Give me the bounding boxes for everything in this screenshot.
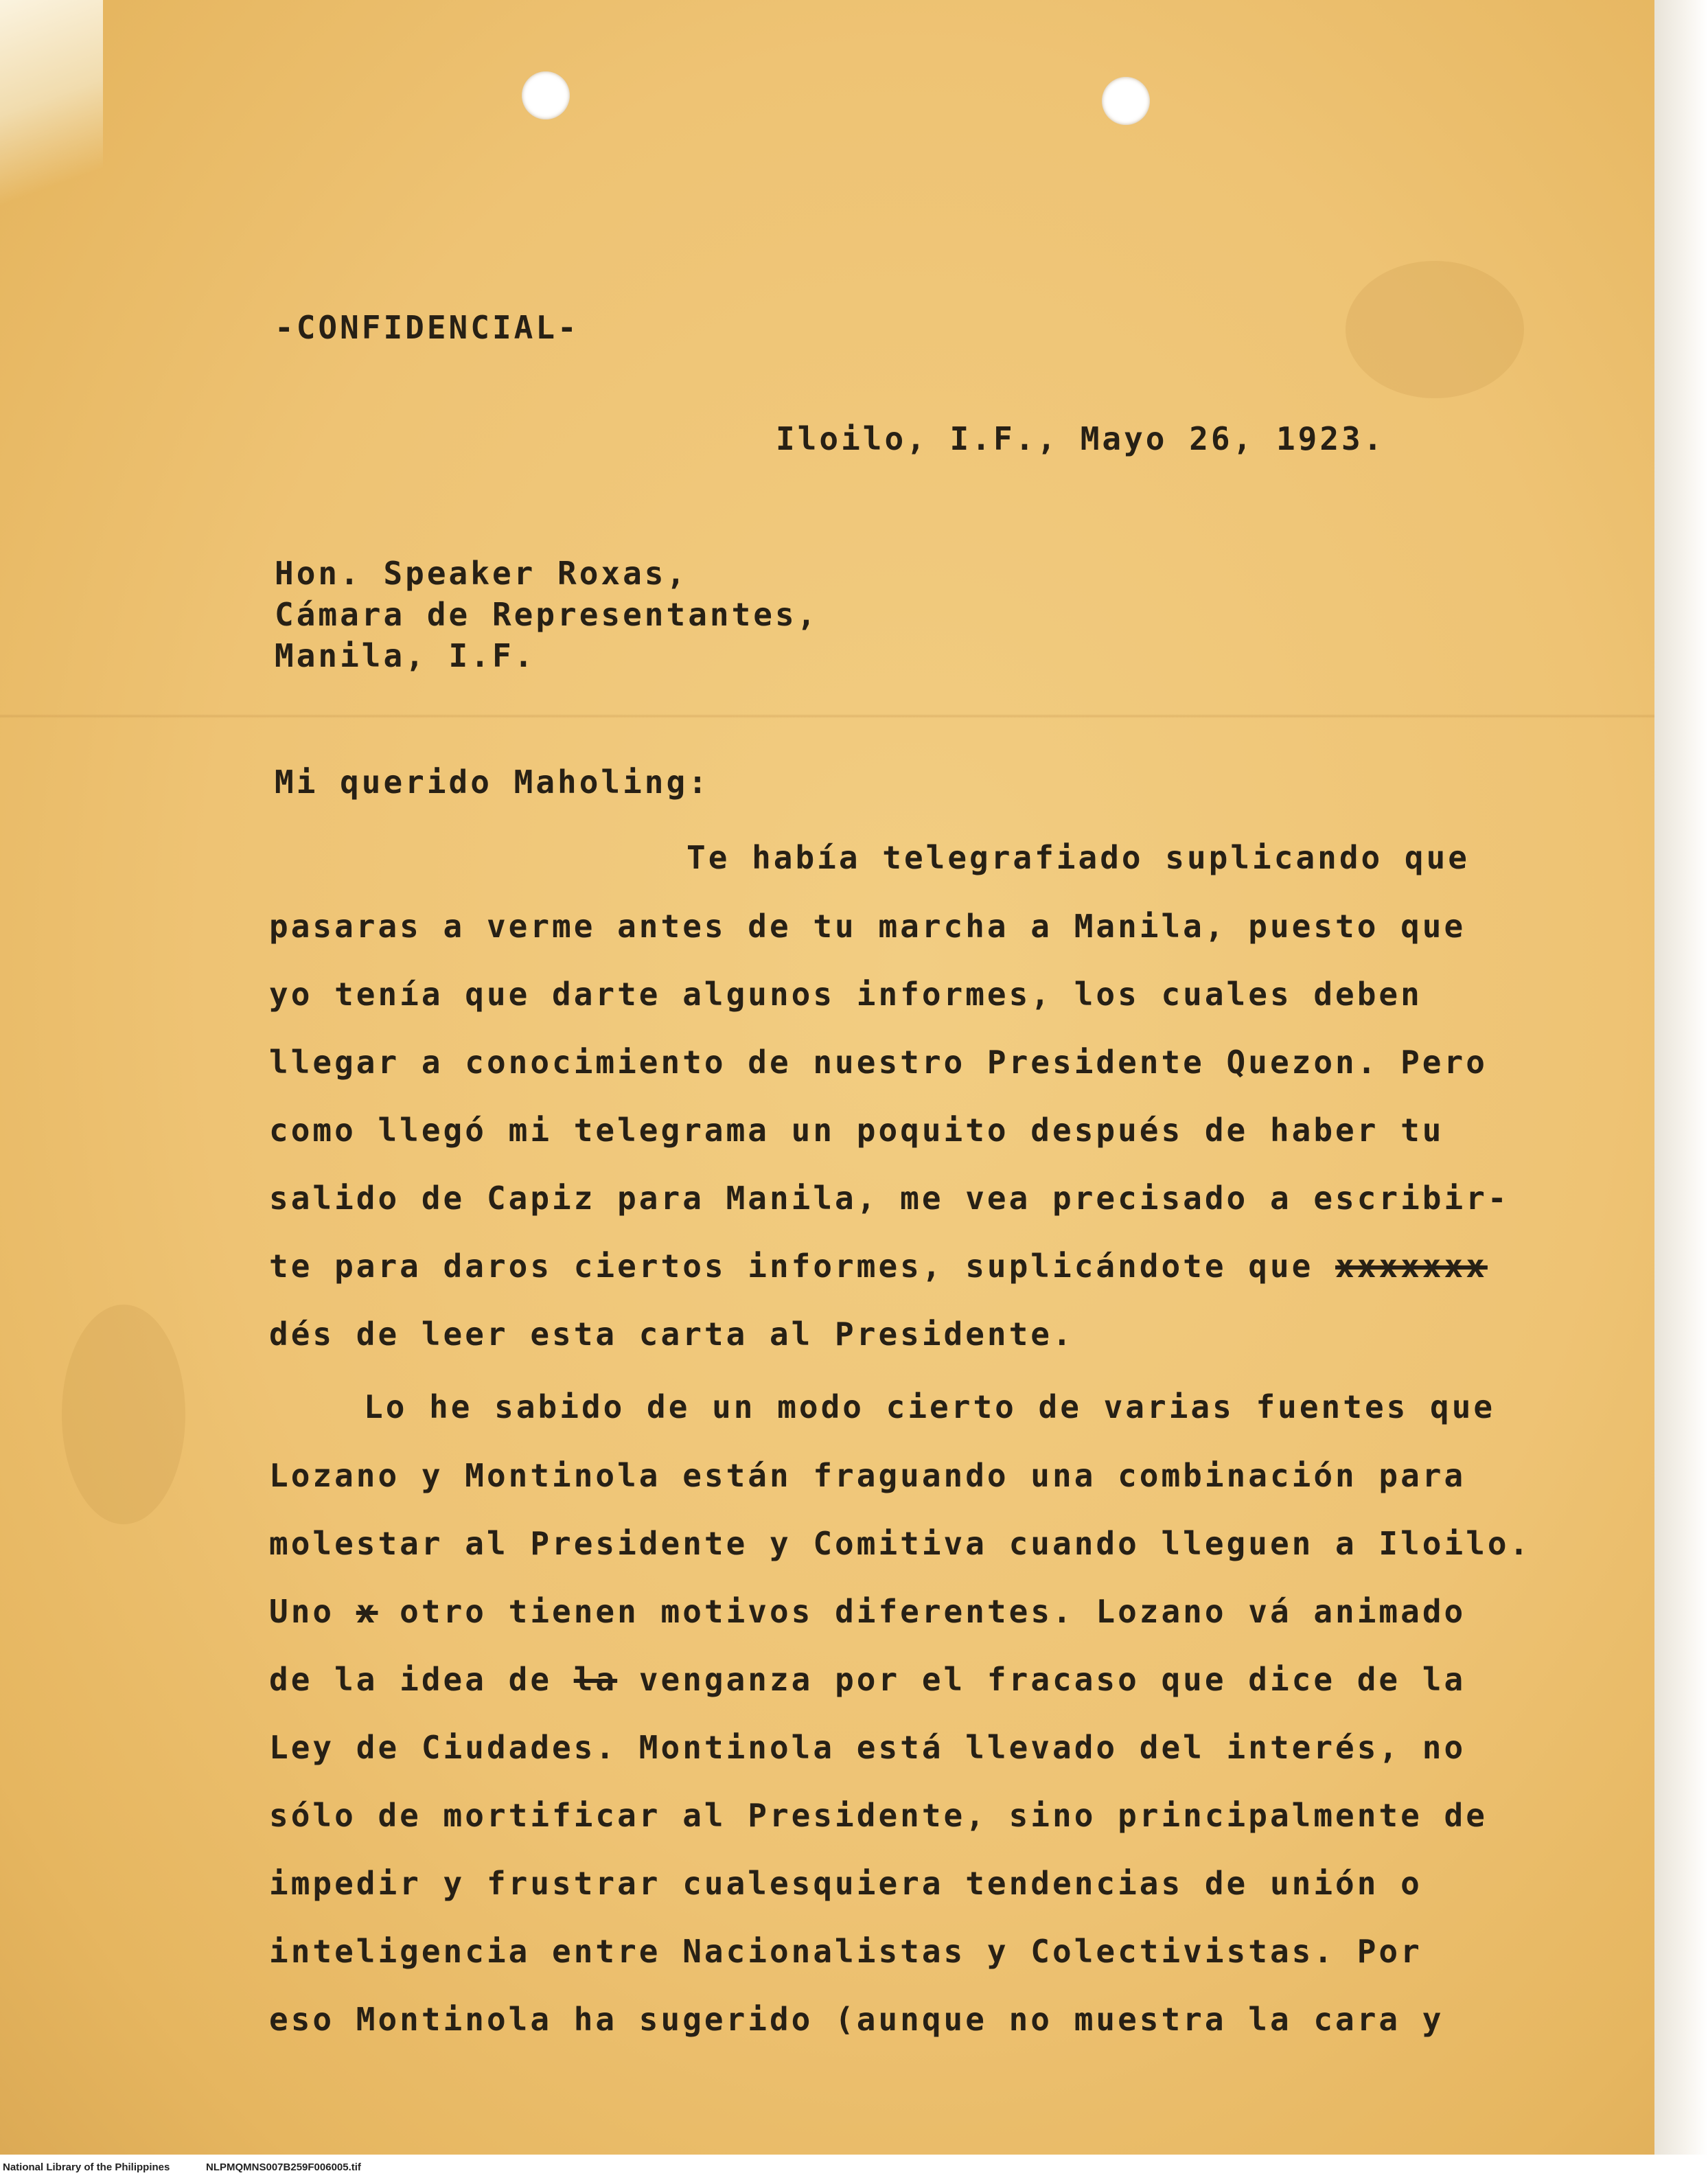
- recipient-line: Cámara de Representantes,: [275, 596, 819, 633]
- paragraph-1-line: salido de Capiz para Manila, me vea precisado a escribir-: [269, 1180, 1510, 1217]
- paragraph-2-line: sólo de mortificar al Presidente, sino principalmente de: [269, 1797, 1488, 1834]
- paragraph-2-line: [269, 1593, 1466, 1630]
- recipient-line: Hon. Speaker Roxas,: [275, 555, 689, 592]
- paper-fold: [0, 714, 1654, 718]
- punch-hole: [522, 71, 570, 119]
- paragraph-1-line: [269, 1248, 1488, 1285]
- paragraph-2-line: inteligencia entre Nacionalistas y Colectivistas. Por: [269, 1933, 1422, 1970]
- paragraph-2-line: eso Montinola ha sugerido (aunque no muestra la cara y: [269, 2001, 1444, 2038]
- paragraph-2-line: Lozano y Montinola están fraguando una combinación para: [269, 1457, 1466, 1494]
- paper-stain: [62, 1305, 185, 1524]
- line-text: de la idea de: [269, 1661, 574, 1698]
- paragraph-2-line: Ley de Ciudades. Montinola está llevado del interés, no: [269, 1729, 1466, 1766]
- line-text: te para daros ciertos informes, suplicándote que: [269, 1248, 1336, 1285]
- line-text: otro tienen motivos diferentes. Lozano vá animado: [378, 1593, 1466, 1630]
- place-date: Iloilo, I.F., Mayo 26, 1923.: [776, 420, 1385, 457]
- punch-hole: [1102, 77, 1150, 125]
- paragraph-1-line: yo tenía que darte algunos informes, los cuales deben: [269, 976, 1422, 1013]
- scan-margin-right: [1654, 0, 1708, 2180]
- struck-out-word: la: [573, 1661, 618, 1698]
- salutation: Mi querido Maholing:: [275, 764, 710, 801]
- paragraph-2-line: molestar al Presidente y Comitiva cuando lleguen a Iloilo.: [269, 1525, 1532, 1562]
- confidential-heading: -CONFIDENCIAL-: [275, 309, 579, 346]
- line-text: Uno: [269, 1593, 356, 1630]
- paragraph-2-first-line: Lo he sabido de un modo cierto de varias fuentes que: [364, 1388, 1496, 1425]
- paragraph-1-first-line: Te había telegrafiado suplicando que: [686, 839, 1470, 876]
- archive-source-label: National Library of the Philippines: [3, 2161, 170, 2173]
- paragraph-1-line: como llegó mi telegrama un poquito después de haber tu: [269, 1112, 1444, 1149]
- struck-out-word: xxxxxxx: [1335, 1248, 1488, 1285]
- torn-corner: [0, 0, 103, 220]
- line-text: venganza por el fracaso que dice de la: [617, 1661, 1466, 1698]
- paragraph-1-last-line: dés de leer esta carta al Presidente.: [269, 1316, 1074, 1353]
- paragraph-2-line: [269, 1661, 1466, 1698]
- paper-stain: [1346, 261, 1524, 398]
- paragraph-1-line: llegar a conocimiento de nuestro Presidente Quezon. Pero: [269, 1044, 1488, 1081]
- archive-file-id: NLPMQMNS007B259F006005.tif: [206, 2161, 361, 2173]
- paragraph-1-line: pasaras a verme antes de tu marcha a Manila, puesto que: [269, 908, 1466, 945]
- struck-out-word: x: [356, 1593, 378, 1630]
- recipient-line: Manila, I.F.: [275, 637, 536, 674]
- paragraph-2-line: impedir y frustrar cualesquiera tendencias de unión o: [269, 1865, 1422, 1902]
